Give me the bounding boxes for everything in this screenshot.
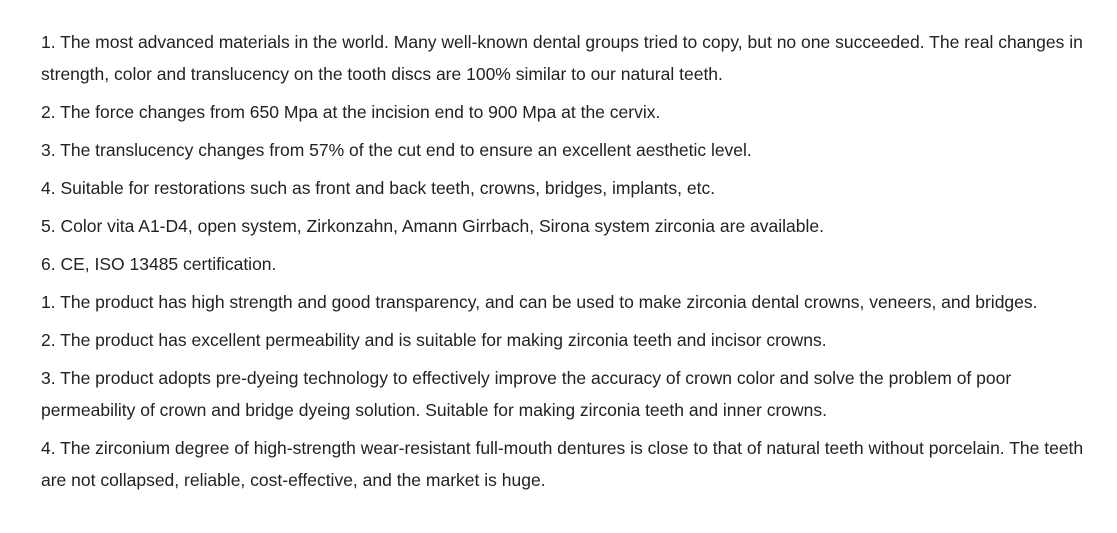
application-paragraph: 2. The product has excellent permeability and is suitable for making zirconia teeth and incisor crowns. <box>41 330 827 350</box>
application-paragraph: 1. The product has high strength and good transparency, and can be used to make zirconia dental crowns, veneers, and bridges. <box>41 292 1038 312</box>
feature-paragraph: 1. The most advanced materials in the world. Many well-known dental groups tried to copy, but no one succeeded. The real changes in strength, color and translucency on the tooth discs are 100% similar to our natural teeth. <box>41 32 1083 84</box>
feature-paragraph: 6. CE, ISO 13485 certification. <box>41 254 277 274</box>
feature-paragraph: 2. The force changes from 650 Mpa at the incision end to 900 Mpa at the cervix. <box>41 102 661 122</box>
applications-list <box>41 286 1091 496</box>
feature-paragraph: 4. Suitable for restorations such as front and back teeth, crowns, bridges, implants, etc. <box>41 178 716 198</box>
features-list <box>41 26 1091 280</box>
document-body <box>41 26 1091 502</box>
feature-paragraph: 5. Color vita A1-D4, open system, Zirkonzahn, Amann Girrbach, Sirona system zirconia are available. <box>41 216 824 236</box>
application-paragraph: 3. The product adopts pre-dyeing technology to effectively improve the accuracy of crown color and solve the problem of poor permeability of crown and bridge dyeing solution. Suitable for making zirconia teeth and inner crowns. <box>41 368 1012 420</box>
feature-paragraph: 3. The translucency changes from 57% of the cut end to ensure an excellent aesthetic level. <box>41 140 752 160</box>
application-paragraph: 4. The zirconium degree of high-strength wear-resistant full-mouth dentures is close to that of natural teeth without porcelain. The teeth are not collapsed, reliable, cost-effective, and the market is huge. <box>41 438 1084 490</box>
